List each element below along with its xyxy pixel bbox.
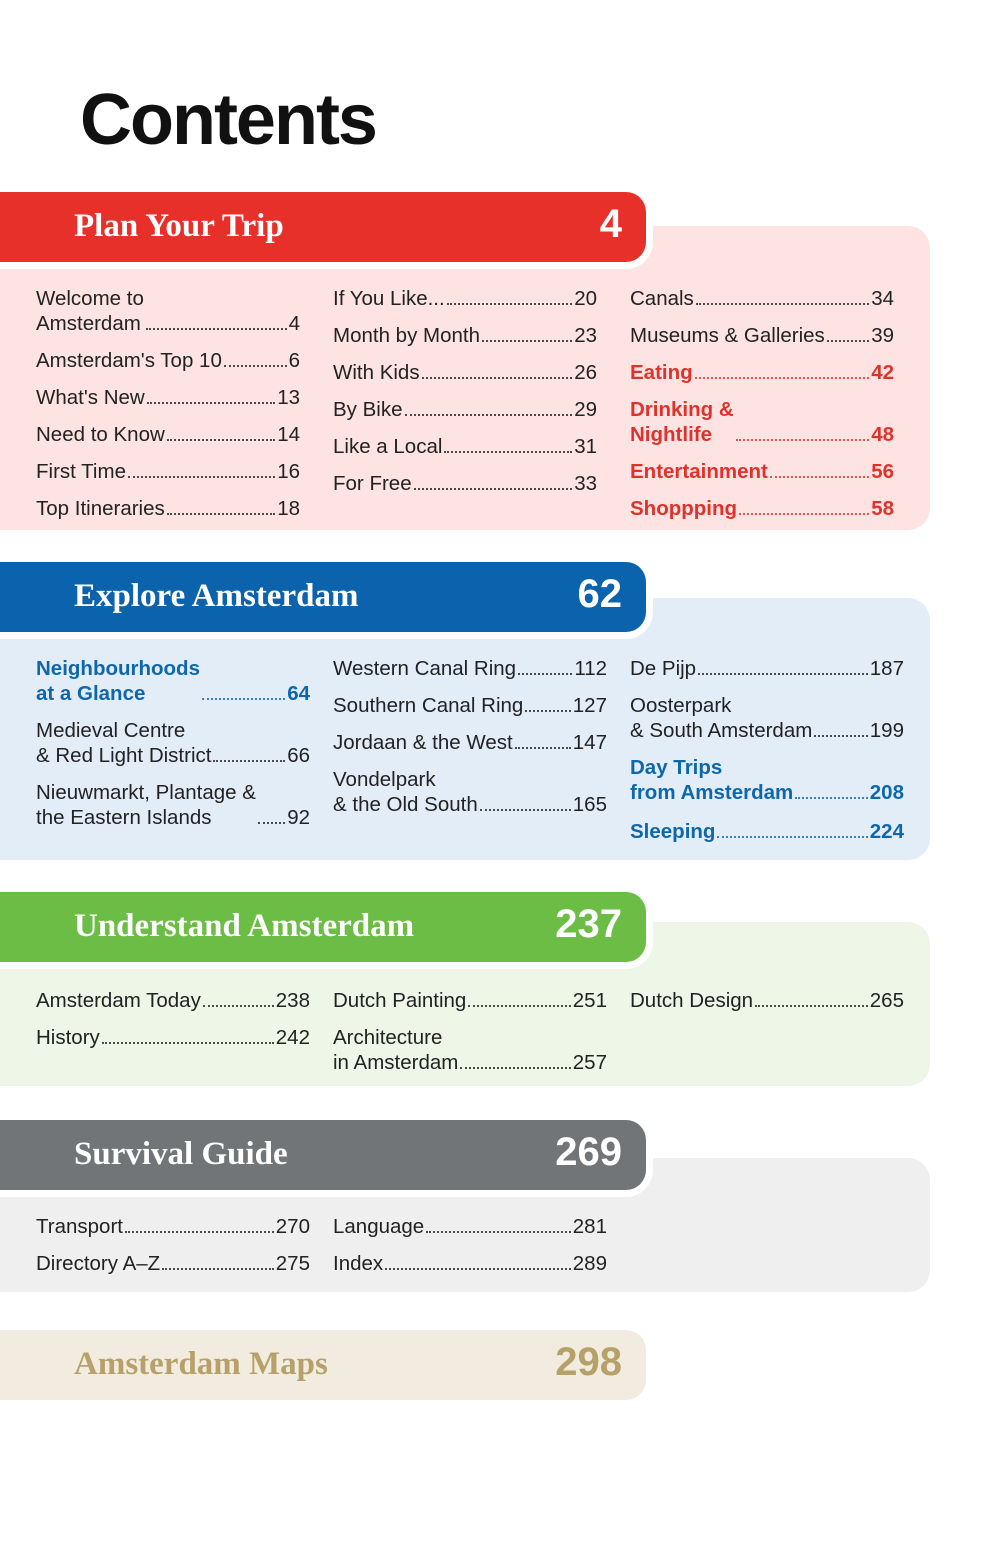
toc-page-number: 251 — [572, 989, 607, 1012]
section-understand-amsterdam — [0, 892, 930, 1086]
section-header-plan-your-trip[interactable] — [0, 192, 646, 262]
toc-page-number: 147 — [572, 731, 607, 754]
toc-page-number: 208 — [869, 781, 904, 804]
toc-entry[interactable]: Western Canal Ring 112 — [333, 657, 607, 680]
section-header-understand-amsterdam[interactable] — [0, 892, 646, 962]
toc-page-number: 39 — [871, 324, 894, 347]
section-amsterdam-maps — [0, 1330, 930, 1400]
toc-column — [630, 988, 904, 1013]
toc-column — [36, 656, 310, 830]
toc-entry[interactable]: Index 289 — [333, 1252, 607, 1275]
toc-page-number: 257 — [572, 1051, 607, 1074]
toc-entry[interactable]: Amsterdam's Top 10 6 — [36, 349, 300, 372]
section-explore-amsterdam — [0, 562, 930, 860]
toc-page-number: 33 — [574, 472, 597, 495]
toc-page-number: 265 — [869, 989, 904, 1012]
section-page-number: 237 — [555, 902, 622, 946]
toc-page-number: 112 — [574, 657, 607, 680]
toc-entry[interactable]: Architecture in Amsterdam 257 — [333, 1026, 607, 1074]
page-title: Contents — [80, 80, 376, 160]
section-title: Explore Amsterdam — [74, 578, 359, 614]
toc-page-number: 20 — [574, 287, 597, 310]
section-plan-your-trip — [0, 192, 930, 530]
toc-entry[interactable]: Jordaan & the West 147 — [333, 731, 607, 754]
toc-entry[interactable]: Amsterdam Today 238 — [36, 989, 310, 1012]
toc-column — [333, 286, 597, 496]
toc-entry-highlight[interactable]: Day Trips from Amsterdam 208 — [630, 756, 904, 804]
toc-page-number: 58 — [871, 497, 894, 520]
section-header-amsterdam-maps[interactable] — [0, 1330, 646, 1400]
toc-column — [36, 1214, 310, 1276]
toc-page-number: 14 — [277, 423, 300, 446]
toc-page-number: 13 — [277, 386, 300, 409]
section-page-number: 4 — [599, 202, 622, 246]
toc-page-number: 4 — [288, 312, 300, 335]
toc-entry[interactable]: Need to Know 14 — [36, 423, 300, 446]
toc-entry[interactable]: Directory A–Z 275 — [36, 1252, 310, 1275]
toc-entry-highlight[interactable]: Shoppping 58 — [630, 497, 894, 520]
toc-entry[interactable]: Museums & Galleries 39 — [630, 324, 894, 347]
section-page-number: 298 — [555, 1340, 622, 1384]
toc-page-number: 66 — [287, 744, 310, 767]
toc-page-number: 224 — [869, 820, 904, 843]
toc-column — [36, 286, 300, 521]
toc-entry[interactable]: Vondelpark & the Old South 165 — [333, 768, 607, 816]
toc-entry-highlight[interactable]: Neighbourhoods at a Glance 64 — [36, 657, 310, 705]
toc-page-number: 127 — [572, 694, 607, 717]
toc-entry[interactable]: Canals 34 — [630, 287, 894, 310]
toc-entry[interactable]: Dutch Design 265 — [630, 989, 904, 1012]
toc-entry[interactable]: Transport 270 — [36, 1215, 310, 1238]
toc-entry[interactable]: Oosterpark & South Amsterdam 199 — [630, 694, 904, 742]
toc-page-number: 42 — [871, 361, 894, 384]
toc-page-number: 289 — [572, 1252, 607, 1275]
toc-page-number: 275 — [275, 1252, 310, 1275]
toc-column — [333, 988, 607, 1075]
toc-page-number: 34 — [871, 287, 894, 310]
section-title: Amsterdam Maps — [74, 1346, 328, 1382]
section-title: Plan Your Trip — [74, 208, 284, 244]
toc-column — [630, 656, 904, 844]
section-page-number: 269 — [555, 1130, 622, 1174]
toc-entry-highlight[interactable]: Sleeping 224 — [630, 820, 904, 843]
toc-entry[interactable]: By Bike 29 — [333, 398, 597, 421]
section-page-number: 62 — [577, 572, 622, 616]
toc-page-number: 187 — [869, 657, 904, 680]
toc-page-number: 48 — [871, 423, 894, 446]
toc-entry[interactable]: Southern Canal Ring 127 — [333, 694, 607, 717]
toc-page-number: 18 — [277, 497, 300, 520]
toc-entry[interactable]: De Pijp 187 — [630, 657, 904, 680]
toc-entry-highlight[interactable]: Eating 42 — [630, 361, 894, 384]
toc-page-number: 238 — [275, 989, 310, 1012]
toc-entry[interactable]: If You Like... 20 — [333, 287, 597, 310]
toc-page-number: 242 — [275, 1026, 310, 1049]
toc-entry[interactable]: History 242 — [36, 1026, 310, 1049]
toc-entry[interactable]: Welcome to Amsterdam 4 — [36, 287, 300, 335]
toc-entry[interactable]: With Kids 26 — [333, 361, 597, 384]
section-header-survival-guide[interactable] — [0, 1120, 646, 1190]
toc-entry-highlight[interactable]: Entertainment 56 — [630, 460, 894, 483]
toc-page-number: 6 — [288, 349, 300, 372]
toc-column — [36, 988, 310, 1050]
toc-page-number: 56 — [871, 460, 894, 483]
toc-entry[interactable]: For Free 33 — [333, 472, 597, 495]
section-title: Understand Amsterdam — [74, 908, 415, 944]
toc-column — [333, 1214, 607, 1276]
toc-entry[interactable]: Like a Local 31 — [333, 435, 597, 458]
toc-column — [630, 286, 894, 521]
toc-entry-highlight[interactable]: Drinking & Nightlife 48 — [630, 398, 894, 446]
section-title: Survival Guide — [74, 1136, 288, 1172]
toc-entry[interactable]: Dutch Painting 251 — [333, 989, 607, 1012]
toc-entry[interactable]: Month by Month 23 — [333, 324, 597, 347]
toc-entry[interactable]: Nieuwmarkt, Plantage & the Eastern Islands 92 — [36, 781, 310, 829]
toc-page-number: 92 — [287, 806, 310, 829]
toc-entry[interactable]: Language 281 — [333, 1215, 607, 1238]
toc-entry[interactable]: First Time 16 — [36, 460, 300, 483]
toc-column — [333, 656, 607, 817]
toc-page-number: 29 — [574, 398, 597, 421]
section-survival-guide — [0, 1120, 930, 1292]
toc-entry[interactable]: Top Itineraries 18 — [36, 497, 300, 520]
toc-page-number: 26 — [574, 361, 597, 384]
toc-page-number: 64 — [287, 682, 310, 705]
toc-page-number: 165 — [572, 793, 607, 816]
toc-page-number: 16 — [277, 460, 300, 483]
toc-page-number: 199 — [869, 719, 904, 742]
toc-page-number: 281 — [572, 1215, 607, 1238]
toc-entry[interactable]: What's New 13 — [36, 386, 300, 409]
toc-page-number: 270 — [275, 1215, 310, 1238]
toc-entry[interactable]: Medieval Centre & Red Light District 66 — [36, 719, 310, 767]
toc-page-number: 31 — [574, 435, 597, 458]
section-header-explore-amsterdam[interactable] — [0, 562, 646, 632]
toc-page-number: 23 — [574, 324, 597, 347]
